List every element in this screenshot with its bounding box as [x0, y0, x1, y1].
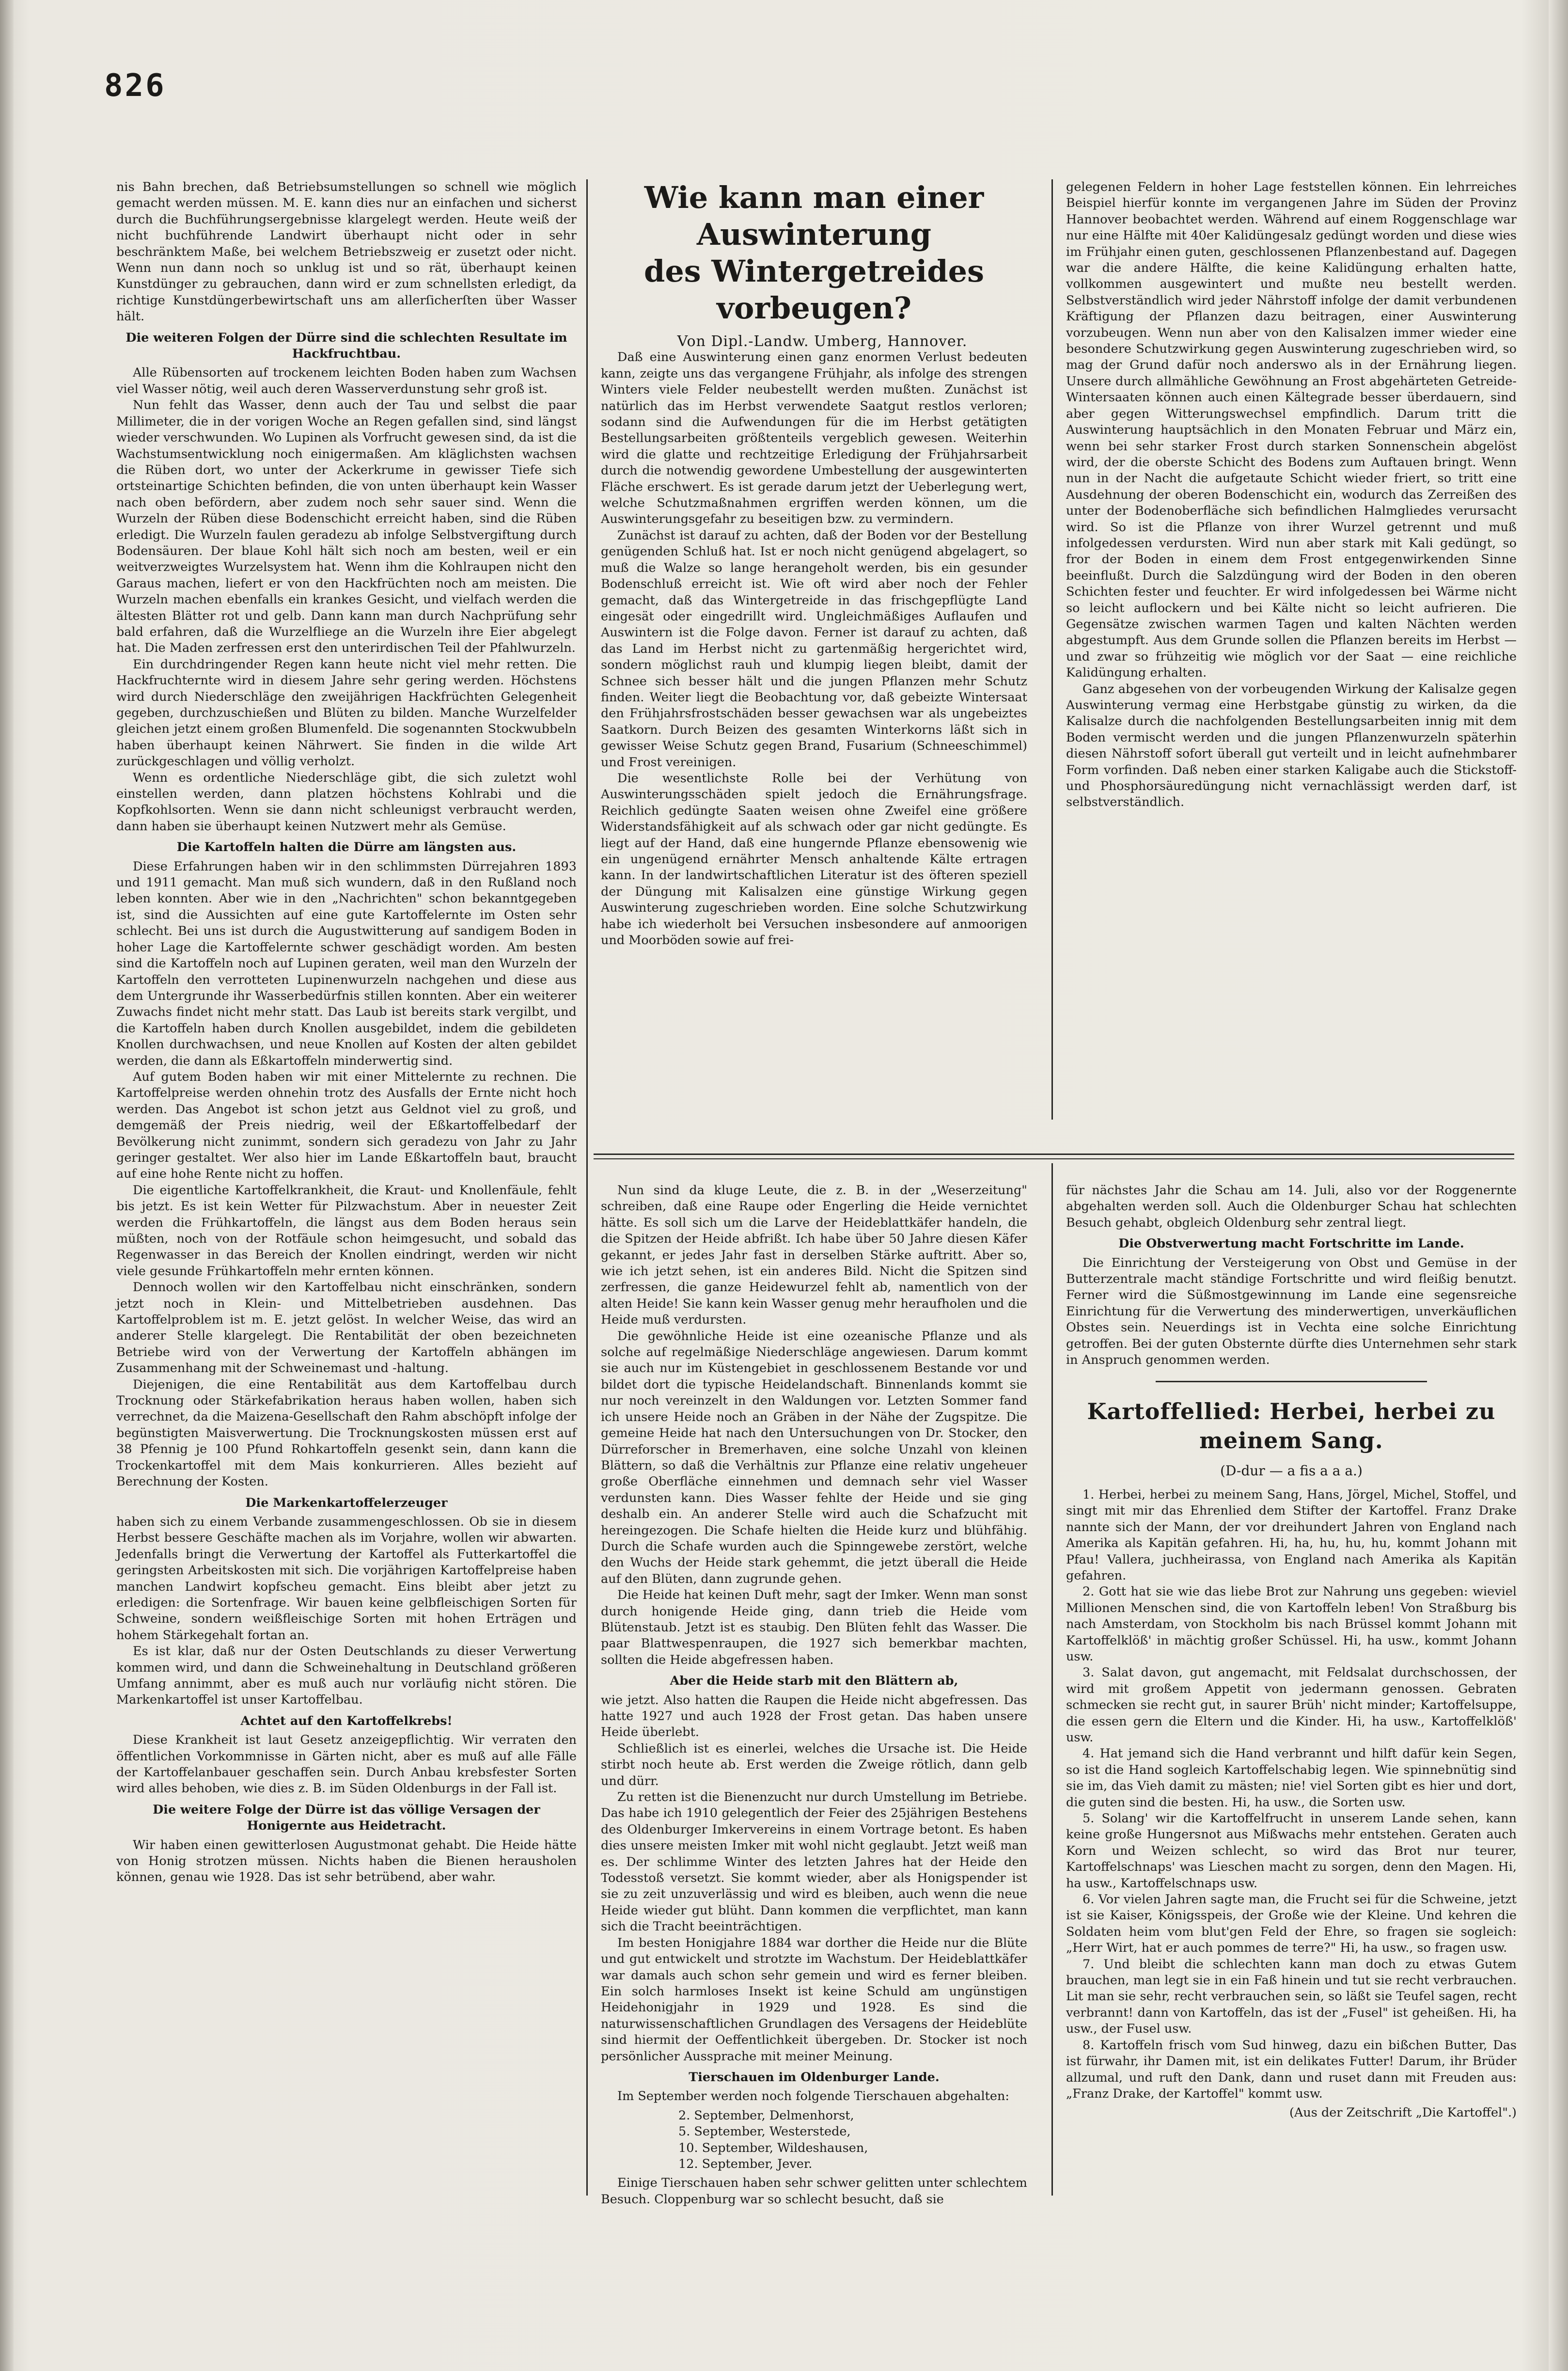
binding-edge: [0, 0, 14, 2371]
song-verse: 3. Salat davon, gut angemacht, mit Feldsalat durchschossen, der wird mit großem Appetit von jedermann genossen. Gebraten schmecken sie recht gut, in saurer Brüh' nicht minder; Kartoffelsuppe, die essen gern die Eltern und die Kinder. Hi, ha usw., Kartoffelklöß' usw.: [1066, 1665, 1517, 1745]
paragraph: Die Heide hat keinen Duft mehr, sagt der Imker. Wenn man sonst durch honigende Heide ging, dann trieb die Heide vom Blütenstaub. Jetzt ist es staubig. Den Blüten fehlt das Wasser. Die paar Blattwespenraupen, die 1927 sich bemerkbar machten, sollten die Heide abgefressen haben.: [601, 1588, 1027, 1667]
paragraph: für nächstes Jahr die Schau am 14. Juli, also vor der Roggenernte abgehalten werden soll. Auch die Oldenburger Schau hat schlechten Besuch gehabt, obgleich Oldenburg sehr zentral liegt.: [1066, 1183, 1517, 1230]
article-heide: [601, 1183, 1027, 2208]
section-rule: [1156, 1381, 1427, 1382]
paragraph: Wir haben einen gewitterlosen Augustmonat gehabt. Die Heide hätte von Honig strotzen müssen. Nichts haben die Bienen herausholen können, genau wie 1928. Das ist sehr betrübend, aber wahr.: [116, 1837, 577, 1885]
section-heading: Aber die Heide starb mit den Blättern ab,: [670, 1674, 958, 1689]
paragraph: Nun sind da kluge Leute, die z. B. in der „Weserzeitung" schreiben, daß eine Raupe oder Engerling die Heide vernichtet hätte. Es soll sich um die Larve der Heideblattkäfer handeln, die die Spitzen der Heide abfrißt. Ich habe über 50 Jahre diesen Käfer gekannt, er jedes Jahr fast in derselben Stärke auftritt. Aber so, wie ich jetzt sehen, ist ein anderes Bild. Nicht die Spitzen sind zerfressen, die ganze Heidewurzel fehlt ab, namentlich von der alten Heide! Sie kann kein Wasser genug mehr heraufholen und die Heide muß verdursten.: [601, 1183, 1027, 1328]
paragraph: Auf gutem Boden haben wir mit einer Mittelernte zu rechnen. Die Kartoffelpreise werden ohnehin trotz des Ausfalls der Ernte nicht hoch werden. Das Angebot ist schon jetzt aus Geldnot viel zu groß, und demgemäß der Preis niedrig, weil der Eßkartoffelbedarf der Bevölkerung nicht zunimmt, sondern sich geradezu von Jahr zu Jahr geringer gestaltet. Wer also hier im Lande Eßkartoffeln baut, braucht auf eine hohe Rente nicht zu hoffen.: [116, 1069, 577, 1182]
section-heading: Die Markenkartoffelerzeuger: [245, 1495, 448, 1510]
song-verse: 1. Herbei, herbei zu meinem Sang, Hans, Jörgel, Michel, Stoffel, und singt mit mir das Ehrenlied dem Stifter der Kartoffel. Franz Drake nannte sich der Mann, der vor dreihundert Jahren von England nach Amerika als Kapitän gefahren. Hi, ha, hu, hu, hu, kommt Johann mit Pfau! Vallera, juchheirassa, von England nach Amerika als Kapitän gefahren.: [1066, 1487, 1517, 1583]
paragraph: Zu retten ist die Bienenzucht nur durch Umstellung im Betriebe. Das habe ich 1910 gelegentlich der Feier des 25jährigen Bestehens des Oldenburger Imkervereins in einem Vortrage betont. Es haben dies unsere meisten Imker mit wohl nicht geglaubt. Jetzt weiß man es. Der schlimme Winter des letzten Jahres hat der Heide den Todesstoß versetzt. Sie kommt wieder, aber als Honigspender ist sie zu zeit unzuverlässig und wird es bleiben, auch wenn die neue Heide wieder gut blüht. Dann kommen die verpflichtet, man kann sich die Tracht beeinträchtigen.: [601, 1790, 1027, 1934]
paragraph: Die Einrichtung der Versteigerung von Obst und Gemüse in der Butterzentrale macht ständige Fortschritte und wird fleißig benutzt. Ferner wird die Süßmostgewinnung im Lande eine segensreiche Einrichtung für die Verwertung des minderwertigen, unverkäuflichen Obstes sein. Neuerdings ist in Vechta eine solche Einrichtung getroffen. Bei der guten Obsternte dürfte dies Unternehmen sehr stark in Anspruch genommen werden.: [1066, 1255, 1517, 1368]
paragraph: Ein durchdringender Regen kann heute nicht viel mehr retten. Die Hackfruchternte wird in diesem Jahre sehr gering werden. Höchstens wird durch Niederschläge den zweijährigen Hackfrüchten Gelegenheit gegeben, durchzuschießen und Blüten zu bilden. Manche Wurzelfelder gleichen jetzt einem großen Blumenfeld. Die sogenannten Stockwubbeln haben überhaupt keinen Nährwert. Sie finden in die wilde Art zurückgeschlagen und völlig verholzt.: [116, 657, 577, 769]
column-rule: [1051, 1163, 1053, 2196]
paragraph: Im September werden noch folgende Tierschauen abgehalten:: [617, 2089, 1009, 2104]
song-verse: 5. Solang' wir die Kartoffelfrucht in unserem Lande sehen, kann keine große Hungersnot aus Mißwachs mehr entstehen. Geraten auch Korn und Weizen schlecht, so wird das Brot nur teurer, Kartoffelschnaps' was Lieschen macht zu sorgen, denn den Magen. Hi, ha usw., Kartoffelschnaps usw.: [1066, 1811, 1517, 1891]
page-number: 826: [104, 68, 166, 104]
paragraph: Im besten Honigjahre 1884 war dorther die Heide nur die Blüte und gut entwickelt und strotzte im Wachstum. Der Heideblattkäfer war damals auch schon sehr gemein und wird es ferner bleiben. Ein solch harmloses Insekt ist keine Schuld am ungünstigen Heidehonigjahr in 1929 und 1928. Es sind die naturwissenschaftlichen Grundlagen des Versagens der Heideblüte sind hiermit der Oeffentlichkeit übergeben. Dr. Stocker ist noch persönlicher Aussprache mit meiner Meinung.: [601, 1935, 1027, 2064]
paragraph: Diese Krankheit ist laut Gesetz anzeigepflichtig. Wir verraten den öffentlichen Vorkommnisse in Gärten nicht, aber es muß auf alle Fälle der Kartoffelanbauer geschaffen sein. Durch Anbau krebsfester Sorten wird alles behoben, wie dies z. B. im Süden Oldenburgs in der Fall ist.: [116, 1733, 577, 1796]
song-verse: 4. Hat jemand sich die Hand verbrannt und hilft dafür kein Segen, so ist die Hand sogleich Kartoffelschabig legen. Wie spinnebnütig sind sie im, das Vieh damit zu mästen; nie! viel Sorten gibt es hier und dort, die guten sind die besten. Hi, ha usw., die Sorten usw.: [1066, 1746, 1517, 1810]
paragraph: Die eigentliche Kartoffelkrankheit, die Kraut- und Knollenfäule, fehlt bis jetzt. Es ist kein Wetter für Pilzwachstum. Aber in neuester Zeit werden die Frühkartoffeln, die längst aus dem Boden heraus sein müßten, noch von der Rotfäule schon heimgesucht, und sobald das Regenwasser in das Bereich der Knollen eindringt, werden wir nicht viele gesunde Frühkartoffeln mehr ernten können.: [116, 1183, 577, 1279]
section-heading: Tierschauen im Oldenburger Lande.: [689, 2070, 940, 2085]
horizontal-rule: [594, 1154, 1514, 1155]
song-title: Kartoffellied: Herbei, herbei zu meinem Sang.: [1087, 1398, 1496, 1454]
column-rule: [586, 179, 588, 2196]
paragraph: Die gewöhnliche Heide ist eine ozeanische Pflanze und als solche auf regelmäßige Niederschläge angewiesen. Darum kommt sie auch nur im Küstengebiet in geschlossenem Bestande vor und bildet dort die typische Heidelandschaft. Binnenlands kommt sie nur noch vereinzelt in den Waldungen vor. Letzten Sommer fand ich unsere Heide noch an Gräben in der Nähe der Zugspitze. Die gemeine Heide hat nach den Untersuchungen von Dr. Stocker, den Dürreforscher in Bremerhaven, eine solche Unzahl von kleinen Blättern, so daß die Verhältnis zur Pflanze eine relativ ungeheuer große Oberfläche einnehmen und demnach sehr viel Wasser verdunsten kann. Dies Wasser fehlte der Heide und sie ging deshalb ein. An anderer Stelle wird auch die Schafzucht mit hereingezogen. Die Schafe hielten die Heide kurz und blühfähig. Durch die Schafe wurden auch die Spinngewebe zerstört, welche den Wuchs der Heide stark gehemmt, die jetzt überall die Heide auf den Blüten, dann zugrunde gehen.: [601, 1328, 1027, 1586]
paragraph: haben sich zu einem Verbande zusammengeschlossen. Ob sie in diesem Herbst bessere Geschäfte machen als im Vorjahre, wollen wir abwarten. Jedenfalls bringt die Verwertung der Kartoffel als Futterkartoffel die geringsten Arbeitskosten mit sich. Die vorjährigen Kartoffelpreise haben manchen Landwirt kopfscheu gemacht. Eins bleibt aber jetzt zu erledigen: die Sortenfrage. Wir bauen keine gelbfleischigen Sorten für Schweine, sondern weißfleischige Sorten mit hohen Erträgen und hohem Stärkegehalt fortan an.: [116, 1514, 577, 1643]
horizontal-rule: [594, 1158, 1514, 1159]
song-verse: 7. Und bleibt die schlechten kann man doch zu etwas Gutem brauchen, man legt sie in ein Faß hinein und tut sie recht verbrauchen. Lit man sie sehr, recht verbrauchen sein, so läßt sie Teufel sagen, recht verbrannt! dann von Kartoffeln, das ist der „Fusel" ist geheißen. Hi, ha usw., der Fusel usw.: [1066, 1957, 1517, 2037]
paragraph: wie jetzt. Also hatten die Raupen die Heide nicht abgefressen. Das hatte 1927 und auch 1928 der Frost getan. Das haben unsere Heide überlebt.: [601, 1692, 1027, 1740]
song-key: (D-dur — a fis a a a.): [1220, 1463, 1363, 1479]
paragraph: Einige Tierschauen haben sehr schwer gelitten unter schlechtem Besuch. Cloppenburg war so schlecht besucht, daß sie: [601, 2176, 1027, 2207]
column-1: [116, 179, 577, 1886]
source-note: (Aus der Zeitschrift „Die Kartoffel".): [1289, 2105, 1517, 2120]
paragraph: Diejenigen, die eine Rentabilität aus dem Kartoffelbau durch Trocknung oder Stärkefabrikation heraus haben wollen, haben sich verrechnet, da die Maizena-Gesellschaft den Rahm abschöpft infolge der begünstigten Maisverwertung. Die Trocknungskosten müssen erst auf 38 Pfennig je 100 Pfund Rohkartoffeln gesenkt sein, dann kann die Trockenkartoffel mit dem Mais konkurrieren. Alles bezieht auf Berechnung der Kosten.: [116, 1377, 577, 1489]
paragraph: Alle Rübensorten auf trockenem leichten Boden haben zum Wachsen viel Wasser nötig, weil auch deren Wasserverdunstung sehr groß ist.: [116, 365, 577, 396]
list-item: 5. September, Westerstede,: [678, 2124, 851, 2139]
paragraph: Schließlich ist es einerlei, welches die Ursache ist. Die Heide stirbt noch heute ab. Erst werden die Zweige rötlich, dann gelb und dürr.: [601, 1741, 1027, 1788]
article-obst-kartoffellied: [1066, 1183, 1517, 2121]
article-auswinterung: [601, 179, 1027, 948]
column-rule: [1051, 179, 1053, 1120]
paragraph: gelegenen Feldern in hoher Lage feststellen können. Ein lehrreiches Beispiel hierfür konnte im vergangenen Jahre im Süden der Provinz Hannover beobachtet werden. Während auf einem Roggenschlage war nur eine Hälfte mit 40er Kalidüngesalz gedüngt worden und diese wies im Frühjahr einen guten, geschlossenen Pflanzenbestand auf. Dagegen war die andere Hälfte, die keine Kalidüngung erhalten hatte, vollkommen ausgewintert und mußte neu bestellt werden. Selbstverständlich wird jeder Nährstoff infolge der damit verbundenen Kräftigung der Pflanzen dazu beitragen, einer Auswinterung vorzubeugen. Wenn nun aber von den Kalisalzen immer wieder eine besondere Schutzwirkung gegen Auswinterung zugeschrieben wird, so mag der Grund dafür noch anderswo als in der Ernährung liegen. Unsere durch allmähliche Gewöhnung an Frost abgehärteten Getreide-Wintersaaten können auch einen Kältegrade besser überdauern, sind aber gegen Witterungswechsel empfindlich. Darum tritt die Auswinterung hauptsächlich in den Monaten Februar und März ein, wenn bei sehr starker Frost durch starken Sonnenschein abgelöst wird, der die oberste Schicht des Bodens zum Auftauen bringt. Wenn nun in der Nacht die aufgetaute Schicht wieder friert, so tritt eine Ausdehnung der oberen Bodenschicht ein, wodurch das Zerreißen des unter der Bodenoberfläche sich befindlichen Halmgliedes verursacht wird. So ist die Pflanze von ihrer Wurzel getrennt und muß infolgedessen verdursten. Wird nun aber stark mit Kali gedüngt, so fror der Boden in einem dem Frost entgegenwirkenden Sinne beeinflußt. Durch die Salzdüngung wird der Boden in den oberen Schichten fester und feuchter. Er wird infolgedessen bei Wärme nicht so leicht auflockern und bei Kälte nicht so leicht aufrieren. Die Gegensätze zwischen warmen Tagen und kalten Nächten werden abgestumpft. Aus dem Grunde sollen die Pflanzen bereits im Herbst — und zwar so frühzeitig wie möglich vor der Saat — eine reichliche Kalidüngung erhalten.: [1066, 180, 1517, 680]
paragraph: Daß eine Auswinterung einen ganz enormen Verlust bedeuten kann, zeigte uns das vergangene Frühjahr, als infolge des strengen Winters viele Felder neubestellt werden mußten. Zunächst ist natürlich das im Herbst verwendete Saatgut restlos verloren; sodann sind die Aufwendungen für die im Herbst getätigten Bestellungsarbeiten größtenteils vergeblich gewesen. Weiterhin wird die glatte und rechtzeitige Erledigung der Frühjahrsarbeit durch die notwendig gewordene Umbestellung der ausgewinterten Fläche erschwert. Es ist gerade darum jetzt der Ueberlegung wert, welche Schutzmaßnahmen ergriffen werden können, um die Auswinterungsgefahr zu beseitigen bzw. zu vermindern.: [601, 350, 1027, 527]
article-byline: Von Dipl.-Landw. Umberg, Hannover.: [677, 333, 968, 350]
paragraph: Zunächst ist darauf zu achten, daß der Boden vor der Bestellung genügenden Schluß hat. Ist er noch nicht genügend abgelagert, so muß die Walze so lange herangeholt werden, bis ein gesunder Bodenschluß erreicht ist. Wie oft wird aber noch der Fehler gemacht, daß das Wintergetreide in das frischgepflügte Land eingesät oder eingedrillt wird. Ungleichmäßiges Auflaufen und Auswintern ist die Folge davon. Ferner ist darauf zu achten, daß das Land im Herbst nicht zu gartenmäßig hergerichtet wird, sondern möglichst rauh und klumpig liegen bleibt, damit der Schnee sich besser hält und die jungen Pflanzen mehr Schutz finden. Weiter liegt die Beobachtung vor, daß gebeizte Wintersaat den Frühjahrsfrostschäden besser gewachsen war als ungebeiztes Saatkorn. Durch Beizen des gesamten Winterkorns läßt sich in gewisser Weise Schutz gegen Brand, Fusarium (Schneeschimmel) und Frost vereinigen.: [601, 528, 1027, 770]
paragraph: Ganz abgesehen von der vorbeugenden Wirkung der Kalisalze gegen Auswinterung vermag eine Herbstgabe günstig zu wirken, da die Kalisalze durch die nachfolgenden Bestellungsarbeiten innig mit dem Boden vermischt werden und die jungen Pflanzenwurzeln späterhin diesen Nährstoff sofort überall gut verteilt und in leicht aufnehmbarer Form vorfinden. Daß neben einer starken Kaligabe auch die Stickstoff- und Phosphorsäuredüngung nicht vernachlässigt werden darf, ist selbstverständlich.: [1066, 681, 1517, 810]
section-heading: Die Kartoffeln halten die Dürre am längsten aus.: [176, 840, 517, 855]
headline-line-2: des Wintergetreides vorbeugen?: [643, 253, 984, 326]
list-item: 12. September, Jever.: [678, 2156, 813, 2171]
section-heading: Die weiteren Folgen der Dürre sind die schlechten Resultate im Hackfruchtbau.: [125, 330, 567, 362]
paragraph: Diese Erfahrungen haben wir in den schlimmsten Dürrejahren 1893 und 1911 gemacht. Man muß sich wundern, daß in den Rußland noch leben konnten. Aber wie in den „Nachrichten" schon bekanntgegeben ist, sind die Aussichten auf eine gute Kartoffelernte im Osten sehr schlecht. Bei uns ist durch die Augustwitterung auf sandigem Boden in hoher Lage die Kartoffelernte schwer geschädigt worden. Am besten sind die Kartoffeln noch auf Lupinen geraten, weil man den Wurzeln der Kartoffeln den verrotteten Lupinenwurzeln nachgehen und diese aus dem Untergrunde ihr Wasserbedürfnis stillen konnten. Aber ein weiterer Zuwachs findet nicht mehr statt. Das Laub ist bereits stark vergilbt, und die Kartoffeln haben durch Knollen ausgebildet, indem die gebildeten Knollen durchwachsen, und neue Knollen auf Kosten der alten gebildet werden, die dann als Eßkartoffeln minderwertig sind.: [116, 859, 577, 1068]
tierschau-list: [678, 2108, 1027, 2173]
section-heading: Achtet auf den Kartoffelkrebs!: [240, 1713, 453, 1728]
section-heading: Die weitere Folge der Dürre ist das völlige Versagen der Honigernte aus Heidetracht.: [153, 1802, 540, 1834]
page-edge-right: [1549, 0, 1568, 2371]
paragraph: Es ist klar, daß nur der Osten Deutschlands zu dieser Verwertung kommen wird, und dann die Schweinehaltung in Deutschland größeren Umfang annimmt, aber es muß auch nur vorläufig nicht stören. Die Markenkartoffel ist unser Kartoffelbau.: [116, 1644, 577, 1707]
paragraph: Dennoch wollen wir den Kartoffelbau nicht einschränken, sondern jetzt noch in Klein- und Mittelbetrieben ausdehnen. Das Kartoffelproblem ist m. E. jetzt gelöst. In welcher Weise, das wird an anderer Stelle klargelegt. Die Rentabilität der oben bezeichneten Betriebe wird von der Verwertung der Kartoffeln abhängen im Zusammenhang mit der Schweinemast und -haltung.: [116, 1280, 577, 1376]
list-item: 2. September, Delmenhorst,: [678, 2108, 854, 2123]
song-verse: 8. Kartoffeln frisch vom Sud hinweg, dazu ein bißchen Butter, Das ist fürwahr, ihr Damen mit, ist ein delikates Futter! Darum, ihr Brüder allzumal, und ruft den Dank, dann und ruset dann mit Freuden aus: „Franz Drake, der Kartoffel" kommt usw.: [1066, 2038, 1517, 2101]
section-heading: Die Obstverwertung macht Fortschritte im Lande.: [1118, 1236, 1464, 1251]
paragraph: nis Bahn brechen, daß Betriebsumstellungen so schnell wie möglich gemacht werden müssen. M. E. kann dies nur an einfachen und sicherst durch die Buchführungsergebnisse klargelegt werden. Heute weiß der nicht buchführende Landwirt überhaupt nicht oder in sehr beschränktem Maße, bei welchem Betriebszweig er zusetzt oder nicht. Wenn nun dann noch so unklug ist und so rät, überhaupt keinen Kunstdünger zu gebrauchen, dann wird er zum schnellsten erledigt, da richtige Kunstdüngerbewirtschaft uns am allerſicherſten über Wasser hält.: [116, 180, 577, 324]
headline-line-1: Wie kann man einer Auswinterung: [644, 180, 984, 252]
article-auswinterung-continued: [1066, 179, 1517, 811]
song-verse: 6. Vor vielen Jahren sagte man, die Frucht sei für die Schweine, jetzt ist sie Kaiser, Königsspeis, der Große wie der Kleine. Und kehren die Soldaten heim vom blut'gen Feld der Ehre, so fragen sie sogleich: „Herr Wirt, hat er auch pommes de terre?" Hi, ha usw., so fragen usw.: [1066, 1892, 1517, 1956]
list-item: 10. September, Wildeshausen,: [678, 2140, 868, 2155]
paragraph: Nun fehlt das Wasser, denn auch der Tau und selbst die paar Millimeter, die in der vorigen Woche an Regen gefallen sind, sind längst wieder verschwunden. Wo Lupinen als Vorfrucht gewesen sind, da ist die Wachstumsentwicklung noch einigermaßen. Am kläglichsten wachsen die Rüben dort, wo unter der Ackerkrume in gewisser Tiefe sich ortsteinartige Schichten befinden, die von unten überhaupt kein Wasser nach oben befördern, aber zudem noch sehr sauer sind. Wenn die Wurzeln der Rüben diese Bodenschicht erreicht haben, sind die Rüben erledigt. Die Wurzeln faulen geradezu ab infolge Selbstvergiftung durch Bodensäuren. Der blaue Kohl hält sich noch am besten, weil er ein weitverzweigtes Wurzelsystem hat. Wenn ihm die Kohlraupen nicht den Garaus machen, liefert er von den Hackfrüchten noch am meisten. Die Wurzeln machen ebenfalls ein krankes Gesicht, und vielfach werden die ältesten Blätter rot und gelb. Dann kann man durch Nachprüfung sehr bald erfahren, daß die Wurzelfliege an die Wurzeln ihre Eier abgelegt hat. Die Maden zerfressen erst den unterirdischen Teil der Pfahlwurzeln.: [116, 398, 577, 656]
paragraph: Wenn es ordentliche Niederschläge gibt, die sich zuletzt wohl einstellen werden, dann platzen höchstens Kohlrabi und die Kopfkohlsorten. Wenn sie dann nicht schleunigst verbraucht werden, dann haben sie überhaupt keinen Nutzwert mehr als Gemüse.: [116, 770, 577, 834]
song-verse: 2. Gott hat sie wie das liebe Brot zur Nahrung uns gegeben: wieviel Millionen Menschen sind, die von Kartoffeln leben! Von Straßburg bis nach Amsterdam, von Stockholm bis nach Brüssel kommt Johann mit Kartoffelklöß' in mächtig großer Schüssel. Hi, ha usw., kommt Johann usw.: [1066, 1584, 1517, 1664]
article-headline: [601, 179, 1027, 327]
paragraph: Die wesentlichste Rolle bei der Verhütung von Auswinterungsschäden spielt jedoch die Ernährungsfrage. Reichlich gedüngte Saaten weisen ohne Zweifel eine größere Widerstandsfähigkeit auf als schwach oder gar nicht gedüngte. Es liegt auf der Hand, daß eine hungernde Pflanze ebensowenig wie ein ungenügend ernährter Mensch anhaltende Kälte ertragen kann. In der landwirtschaftlichen Literatur ist des öfteren speziell der Düngung mit Kalisalzen eine günstige Wirkung gegen Auswinterung zugeschrieben worden. Eine solche Schutzwirkung habe ich wiederholt bei Versuchen insbesondere auf anmoorigen und Moorböden sowie auf frei-: [601, 771, 1027, 948]
